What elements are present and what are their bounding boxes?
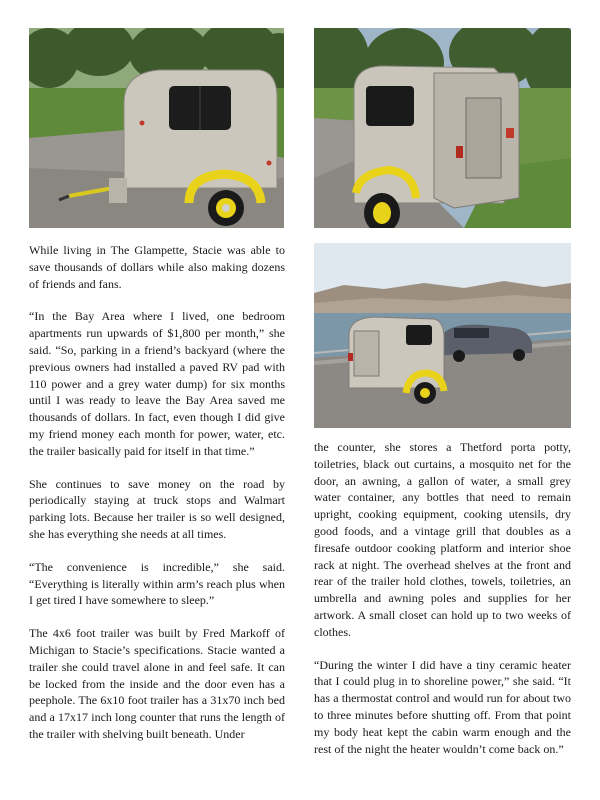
article-left-column [29, 242, 285, 759]
trailer-car-waterside-photo [314, 243, 571, 428]
article-right-column [314, 439, 571, 773]
paragraph: the counter, she stores a Thetford porta potty, toiletries, black out curtains, a mosquito net for the door, an awning, a gallon of water, a small grey water container, any bottles that need to remain upright, cooking equipment, cooking utensils, dry good foods, and a vintage grill that doubles as a firesafe outdoor cooking platform and interior shoe rack at night. The overhead shelves at the front and rear of the trailer hold clothes, towels, toiletries, an umbrella and awning poles and supplies for her artwork. A small closet can hold up to two weeks of clothes. [314, 440, 571, 639]
paragraph: “The convenience is incredible,” she said. “Everything is literally within arm’s reach plus when I get tired I have somewhere to sleep.” [29, 559, 285, 608]
paragraph: “During the winter I did have a tiny ceramic heater that I could plug in to shoreline power,” she said. “It has a thermostat control and would run for about two to three minutes before shutting off. From that point my body heat kept the cabin warm enough and the rest of the night the heater wouldn’t come back on.” [314, 657, 571, 756]
trailer-rear-photo [314, 28, 571, 228]
trailer-side-photo [29, 28, 284, 228]
paragraph: The 4x6 foot trailer was built by Fred Markoff of Michigan to Stacie’s specifications. Stacie wanted a trailer she could travel alone in and feel safe. It can be locked from the inside and the door even has a peephole. The 6x10 foot trailer has a 31x70 inch bed and a 17x17 inch long counter that runs the length of the trailer with shelving built beneath. Under [29, 626, 285, 741]
paragraph: She continues to save money on the road by periodically staying at truck stops and Walmart parking lots. Because her trailer is so well designed, she has everything she needs at all times. [29, 476, 285, 541]
paragraph: “In the Bay Area where I lived, one bedroom apartments run upwards of $1,800 per month,” she said. “So, parking in a friend’s backyard (where the previous owners had installed a paved RV pad with 110 power and a grey water dump) for six months until I was ready to leave the Bay Area saved me thousands of dollars. In fact, even though I did give my friend money each month for power, water, etc. the trailer basically paid for itself in that time.” [29, 309, 285, 458]
paragraph: While living in The Glampette, Stacie was able to save thousands of dollars while also making dozens of friends and fans. [29, 243, 285, 291]
